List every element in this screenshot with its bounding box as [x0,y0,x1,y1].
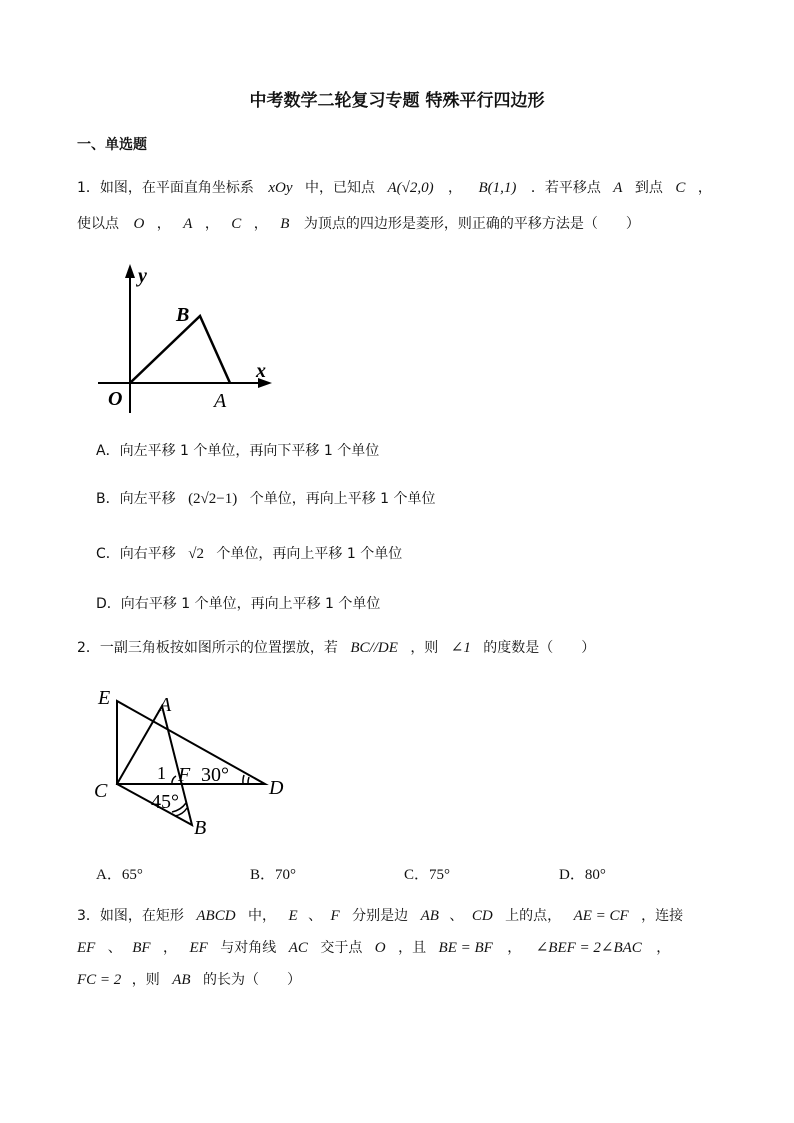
label-angle-1: 1 [157,763,166,783]
q3-text: 交于点 [320,940,363,956]
q1-point-b: B(1,1) [478,180,517,196]
q2-line-1 [77,638,595,658]
q3-var: FC = 2 [77,972,122,988]
q1-figure [90,258,290,423]
q3-var: AB [420,908,439,924]
q1-text: 为顶点的四边形是菱形，则正确的平移方法是（ ） [303,216,640,232]
option-prefix: B．向左平移 [96,491,176,507]
angle-arc-30 [248,777,249,784]
q3-sep: 、 [308,908,323,924]
q3-text: ，连接 [641,908,684,924]
label-c: C [94,780,108,802]
q3-var: BF [132,940,151,956]
label-a: A [214,390,227,412]
q3-sep: 、 [107,940,122,956]
q3-var: AC [288,940,308,956]
label-b: B [194,817,207,839]
page-title: 中考数学二轮复习专题 特殊平行四边形 [249,91,545,111]
q3-var: ABCD [196,908,236,924]
q1-text: 中，已知点 [304,180,375,196]
q3-text: 与对角线 [220,940,277,956]
q2-condition: BC//DE [350,640,398,656]
q1-sep: ， [697,180,712,196]
q1-option-d[interactable]: D．向右平移 1 个单位，再向上平移 1 个单位 [96,596,381,612]
option-suffix: 个单位，再向上平移 1 个单位 [249,491,436,507]
angle-arc-30 [243,775,244,784]
label-angle-30: 30° [201,764,229,786]
q3-var: EF [77,940,96,956]
triangle-oba [130,316,230,383]
q3-line-1 [77,906,683,926]
q3-var: O [374,940,386,956]
q1-sep: ， [204,216,219,232]
label-a: A [159,694,172,716]
q3-var: BE = BF [438,940,493,956]
y-axis-arrow [125,264,135,278]
q3-var: CD [471,908,493,924]
q1-sep: ， [448,180,463,196]
q1-option-b[interactable] [96,488,436,508]
label-x: x [256,360,266,382]
q1-text: 1．如图，在平面直角坐标系 [77,180,254,196]
q2-option-b[interactable]: B．70° [250,867,297,883]
q2-option-c[interactable]: C．75° [404,867,451,883]
q1-var-o: O [133,216,145,232]
q2-option-a[interactable]: A．65° [96,867,143,883]
q1-sep: ， [156,216,171,232]
triangle-ecd [117,701,265,784]
q3-sep: ， [163,940,178,956]
q3-var: AB [172,972,191,988]
q3-var: E [288,908,298,924]
q1-option-c[interactable] [96,543,402,563]
option-math: √2 [188,546,204,562]
q1-var-a: A [613,180,623,196]
q3-text: 中， [248,908,276,924]
section-heading: 一、单选题 [77,137,147,153]
q1-var-b: B [280,216,290,232]
q3-var: EF [189,940,208,956]
q2-text: 2．一副三角板按如图所示的位置摆放，若 [77,640,338,656]
q3-text: 3．如图，在矩形 [77,908,184,924]
q2-text: 的度数是（ ） [483,640,596,656]
q3-text: ，则 [131,972,160,988]
label-e: E [98,687,111,709]
option-prefix: C．向右平移 [96,546,176,562]
label-d: D [269,777,284,799]
label-angle-45: 45° [151,791,179,813]
q3-sep: ， [656,940,671,956]
q3-text: 上的点， [505,908,562,924]
q3-text: ，且 [398,940,427,956]
q3-text: 的长为（ ） [202,972,301,988]
q1-var-a: A [183,216,193,232]
q1-xoy: xOy [268,180,293,196]
q1-text: 到点 [634,180,663,196]
q3-line-3 [77,970,301,990]
q1-text: ．若平移点 [530,180,601,196]
label-f: F [178,764,191,786]
label-b: B [176,304,190,326]
q1-var-c: C [231,216,242,232]
q1-text: 使以点 [77,216,119,232]
q2-figure [88,680,298,840]
q1-var-c: C [675,180,686,196]
q2-text: ，则 [410,640,439,656]
q1-option-a[interactable]: A．向左平移 1 个单位，再向下平移 1 个单位 [96,443,380,459]
q3-var: ∠BEF = 2∠BAC [535,940,642,956]
q3-text: 分别是边 [352,908,409,924]
option-suffix: 个单位，再向上平移 1 个单位 [216,546,403,562]
label-o: O [108,388,123,410]
q3-sep: ， [507,940,522,956]
q2-angle: ∠1 [450,640,471,656]
q1-sep: ， [253,216,268,232]
q1-line-1 [77,178,712,198]
angle-arc-1 [172,776,176,784]
q2-option-d[interactable]: D．80° [559,867,606,883]
q3-var: AE = CF [573,908,629,924]
q1-line-2 [77,214,640,234]
q3-line-2 [77,938,670,958]
q3-sep: 、 [449,908,464,924]
option-math: (2√2−1) [188,491,238,507]
q1-point-a: A(√2,0) [387,180,434,196]
q3-var: F [330,908,340,924]
label-y: y [138,265,147,287]
